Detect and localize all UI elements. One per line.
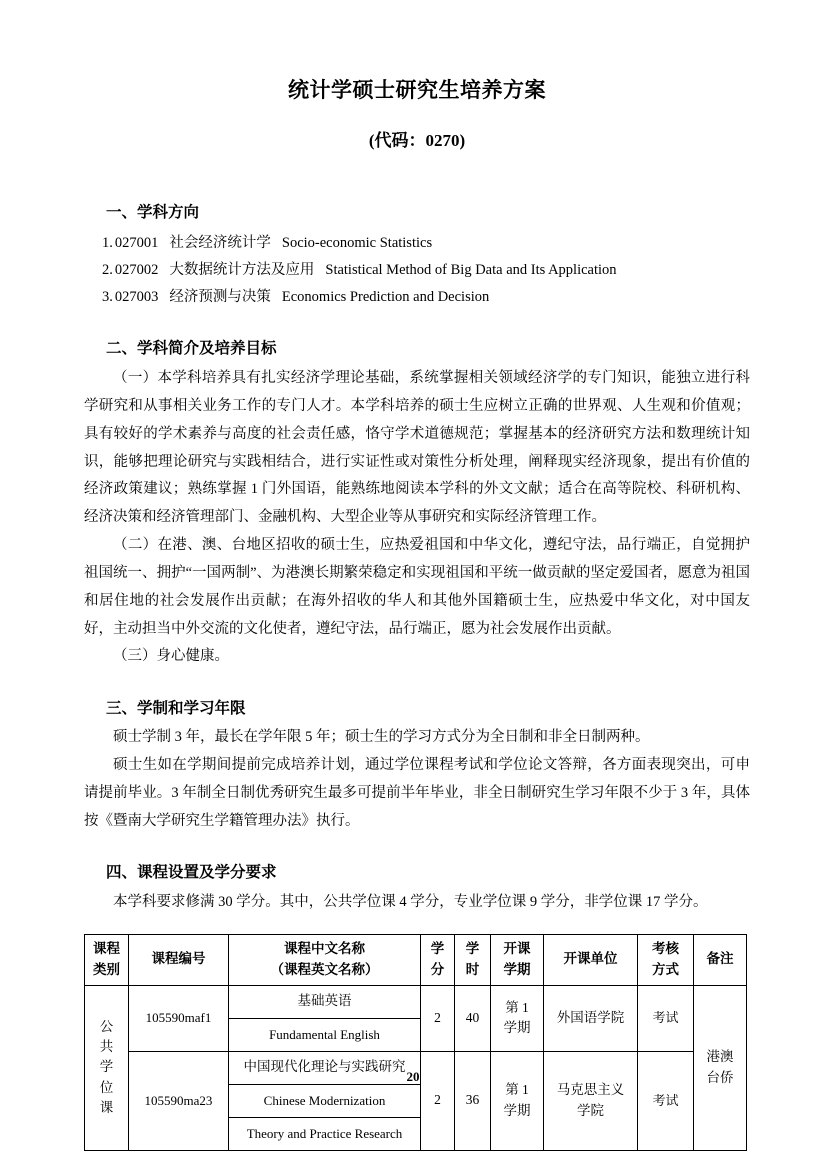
col-header-credits (421, 934, 455, 985)
term-line2: 学期 (503, 1020, 531, 1036)
course-table-container (84, 917, 750, 1151)
category-char: 课 (99, 1099, 114, 1115)
col-header-category-line1: 课程 (93, 941, 120, 957)
section-two-body (84, 360, 750, 671)
cell-credits: 2 (421, 985, 455, 1051)
page-title: 统计学硕士研究生培养方案 (288, 78, 546, 102)
direction-index: 2. (102, 262, 113, 279)
col-header-term-line2: 学期 (503, 961, 531, 977)
term-line2: 学期 (503, 1102, 531, 1118)
category-char: 公 (99, 1018, 114, 1034)
direction-index: 1. (102, 235, 113, 252)
cell-credits: 2 (421, 1051, 455, 1150)
page-content (84, 0, 750, 1151)
paragraph: 硕士生如在学期间提前完成培养计划，通过学位课程考试和学位论文答辩，各方面表现突出，可申请提前毕业。3 年制全日制优秀研究生最多可提前半年毕业，非全日制研究生学习年限不少于 3 年，具体按《暨南大学研究生学籍管理办法》执行。 (84, 757, 750, 829)
paragraph: （一）本学科培养具有扎实经济学理论基础，系统掌握相关领域经济学的专门知识，能独立进行科学研究和从事相关业务工作的专门人才。本学科培养的硕士生应树立正确的世界观、人生观和价值观；具有较好的学术素养与高度的社会责任感，恪守学术道德规范；掌握基本的经济研究方法和数理统计知识，能够把理论研究与实践相结合，进行实证性或对策性分析处理，阐释现实经济现象，提出有价值的经济政策建议；熟练掌握 1 门外国语，能熟练地阅读本学科的外文文献；适合在高等院校、科研机构、经济决策和经济管理部门、金融机构、大型企业等从事研究和实际经济管理工作。 (84, 370, 750, 526)
remark-line2: 台侨 (706, 1069, 734, 1085)
col-header-category-line2: 类别 (93, 961, 120, 977)
discipline-direction-list (84, 224, 750, 310)
col-header-assessment-line1: 考核 (652, 941, 679, 957)
direction-code: 027002 (114, 262, 159, 279)
unit-line2: 学院 (577, 1102, 604, 1118)
col-header-assessment-line2: 方式 (652, 961, 679, 977)
paragraph: 硕士学制 3 年，最长在学年限 5 年；硕士生的学习方式分为全日制和非全日制两种。 (113, 729, 650, 746)
category-char: 学 (99, 1059, 114, 1075)
col-header-assessment (638, 934, 694, 985)
course-table (84, 934, 747, 1151)
direction-index: 3. (102, 289, 113, 306)
list-item (84, 230, 750, 257)
col-header-code: 课程编号 (129, 934, 229, 985)
table-header-row (85, 934, 747, 985)
direction-name-en: Socio-economic Statistics (281, 235, 433, 252)
cell-course-name-cn: 基础英语 (229, 985, 421, 1018)
section-heading-curriculum: 四、课程设置及学分要求 (106, 863, 277, 881)
direction-name-en: Statistical Method of Big Data and Its Application (325, 262, 617, 279)
col-header-unit: 开课单位 (544, 934, 638, 985)
cell-remark (694, 985, 747, 1150)
col-header-hours-line1: 学 (465, 941, 480, 957)
list-item (84, 257, 750, 284)
remark-line1: 港澳 (706, 1049, 734, 1065)
direction-name-en: Economics Prediction and Decision (281, 289, 490, 306)
cell-course-code: 105590maf1 (129, 985, 229, 1051)
col-header-term (491, 934, 544, 985)
direction-name-cn: 大数据统计方法及应用 (169, 262, 315, 279)
cell-term (491, 1051, 544, 1150)
category-char: 共 (99, 1039, 114, 1055)
table-row (85, 985, 747, 1018)
section-three-body (84, 720, 750, 835)
direction-name-cn: 经济预测与决策 (169, 289, 271, 306)
category-char: 位 (99, 1079, 114, 1095)
direction-code: 027001 (114, 235, 159, 252)
page-number: 20 (406, 1069, 420, 1084)
col-header-hours-line2: 时 (465, 961, 480, 977)
unit-line1: 马克思主义 (556, 1082, 625, 1098)
direction-name-cn: 社会经济统计学 (169, 235, 271, 252)
cell-course-name-en: Chinese Modernization (229, 1084, 421, 1117)
cell-assessment: 考试 (638, 1051, 694, 1150)
section-heading-duration: 三、学制和学习年限 (106, 700, 246, 718)
section-heading-disciplines: 一、学科方向 (106, 204, 200, 222)
cell-hours: 36 (455, 1051, 491, 1150)
cell-offering-unit: 外国语学院 (544, 985, 638, 1051)
section-heading-intro-goals: 二、学科简介及培养目标 (106, 339, 277, 357)
col-header-name-en: （课程英文名称） (270, 961, 379, 977)
paragraph: （二）在港、澳、台地区招收的硕士生，应热爱祖国和中华文化，遵纪守法，品行端正，自觉拥护祖国统一、拥护“一国两制”、为港澳长期繁荣稳定和实现祖国和平统一做贡献的坚定爱国者，愿意为祖国和居住地的社会发展作出贡献；在海外招收的华人和其他外国籍硕士生，应热爱中华文化，对中国友好，主动担当中外交流的文化使者，遵纪守法，品行端正，愿为社会发展作出贡献。 (84, 537, 750, 637)
col-header-hours (455, 934, 491, 985)
cell-hours: 40 (455, 985, 491, 1051)
cell-course-name-cn: 中国现代化理论与实践研究 (229, 1051, 421, 1084)
cell-course-name-en: Fundamental English (229, 1018, 421, 1051)
col-header-category (85, 934, 129, 985)
direction-code: 027003 (114, 289, 159, 306)
col-header-term-line1: 开课 (503, 941, 531, 957)
col-header-name-cn: 课程中文名称 (284, 941, 365, 957)
paragraph: （三）身心健康。 (113, 648, 229, 665)
term-line1: 第 1 (505, 999, 529, 1015)
cell-assessment: 考试 (638, 985, 694, 1051)
col-header-course-name (229, 934, 421, 985)
cell-term (491, 985, 544, 1051)
cell-course-code: 105590ma23 (129, 1051, 229, 1150)
cell-course-name-en-cont: Theory and Practice Research (229, 1117, 421, 1150)
credits-requirement-text: 本学科要求修满 30 学分。其中，公共学位课 4 学分，专业学位课 9 学分，非学位课 17 学分。 (113, 894, 708, 911)
col-header-credits-line1: 学 (430, 941, 445, 957)
cell-offering-unit (544, 1051, 638, 1150)
col-header-credits-line2: 分 (430, 961, 445, 977)
col-header-remark: 备注 (694, 934, 747, 985)
page-subtitle-code: (代码：0270) (368, 131, 466, 151)
term-line1: 第 1 (505, 1082, 529, 1098)
cell-course-category (85, 985, 129, 1150)
list-item (84, 284, 750, 311)
